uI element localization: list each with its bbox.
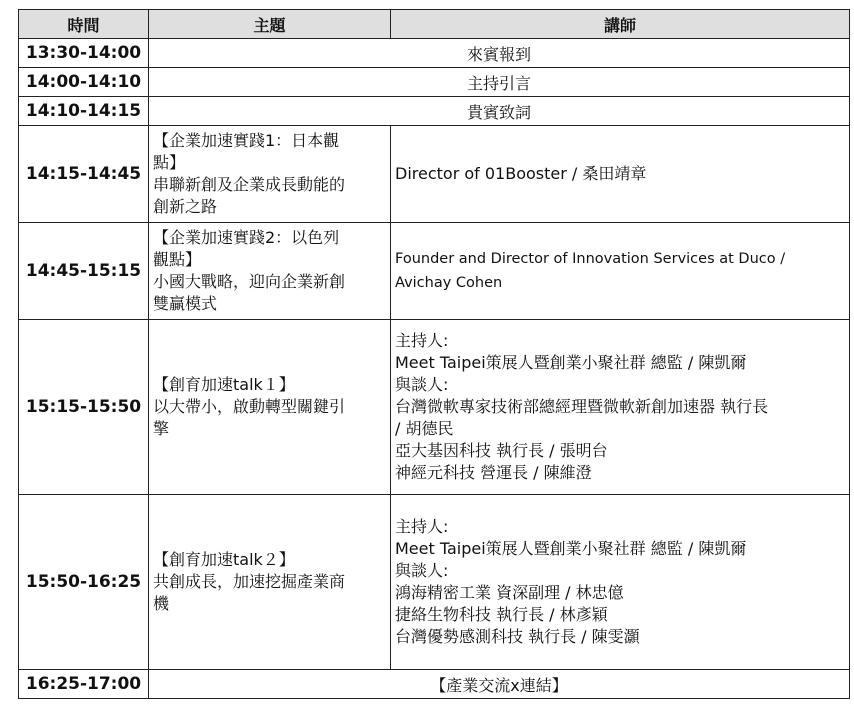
speaker-line: 神經元科技 營運長 / 陳維澄 (395, 463, 592, 482)
topic-line: 觀點】 (153, 250, 202, 269)
merged-cell: 【產業交流x連結】 (149, 670, 850, 699)
header-row (19, 10, 850, 39)
agenda-table (18, 9, 850, 699)
speaker-line: 主持人: (395, 517, 449, 536)
topic-cell (149, 495, 391, 670)
table-row (19, 97, 850, 126)
merged-cell: 貴賓致詞 (149, 97, 850, 126)
speaker-line: / 胡德民 (395, 419, 454, 438)
topic-line: 【創育加速talk２】 (153, 550, 295, 569)
time-cell: 13:30-14:00 (19, 39, 149, 68)
speaker-line: 捷絡生物科技 執行長 / 林彥穎 (395, 605, 608, 624)
speaker-cell (391, 495, 850, 670)
topic-line: 串聯新創及企業成長動能的 (153, 175, 346, 194)
speaker-cell (391, 223, 850, 320)
speaker-line: 與談人: (395, 561, 449, 580)
time-cell: 14:45-15:15 (19, 223, 149, 320)
speaker-line: 主持人: (395, 331, 449, 350)
topic-line: 【企業加速實踐2：以色列 (153, 228, 340, 247)
time-cell: 14:15-14:45 (19, 126, 149, 223)
speaker-cell (391, 320, 850, 495)
table-row (19, 68, 850, 97)
topic-cell (149, 320, 391, 495)
table-row (19, 495, 850, 670)
topic-line: 機 (153, 594, 170, 613)
speaker-line: Avichay Cohen (395, 275, 503, 291)
table-row (19, 670, 850, 699)
time-cell: 16:25-17:00 (19, 670, 149, 699)
topic-line: 共創成長，加速挖掘產業商 (153, 572, 346, 591)
speaker-line: Meet Taipei策展人暨創業小聚社群 總監 / 陳凱爾 (395, 539, 747, 558)
speaker-line: 台灣微軟專家技術部總經理暨微軟新創加速器 執行長 (395, 397, 769, 416)
table-row (19, 126, 850, 223)
speaker-line: 鴻海精密工業 資深副理 / 林忠億 (395, 583, 624, 602)
topic-line: 創新之路 (153, 197, 218, 216)
speaker-line: Director of 01Booster / 桑田靖章 (395, 164, 647, 183)
topic-line: 小國大戰略，迎向企業新創 (153, 272, 346, 291)
header-time: 時間 (19, 10, 149, 39)
merged-cell: 來賓報到 (149, 39, 850, 68)
topic-line: 擎 (153, 419, 170, 438)
topic-line: 以大帶小，啟動轉型關鍵引 (153, 397, 346, 416)
topic-line: 【企業加速實踐1：日本觀 (153, 131, 340, 150)
time-cell: 15:50-16:25 (19, 495, 149, 670)
topic-line: 點】 (153, 153, 186, 172)
table-row (19, 39, 850, 68)
topic-cell (149, 126, 391, 223)
table-row (19, 223, 850, 320)
speaker-cell (391, 126, 850, 223)
speaker-line: 台灣優勢感測科技 執行長 / 陳雯灝 (395, 627, 640, 646)
time-cell: 14:00-14:10 (19, 68, 149, 97)
time-cell: 15:15-15:50 (19, 320, 149, 495)
speaker-line: Meet Taipei策展人暨創業小聚社群 總監 / 陳凱爾 (395, 353, 747, 372)
header-speaker: 講師 (391, 10, 850, 39)
time-cell: 14:10-14:15 (19, 97, 149, 126)
speaker-line: 與談人: (395, 375, 449, 394)
speaker-line: 亞大基因科技 執行長 / 張明台 (395, 441, 608, 460)
topic-cell (149, 223, 391, 320)
topic-line: 【創育加速talk１】 (153, 375, 295, 394)
topic-line: 雙贏模式 (153, 294, 218, 313)
merged-cell: 主持引言 (149, 68, 850, 97)
header-topic: 主題 (149, 10, 391, 39)
table-row (19, 320, 850, 495)
speaker-line: Founder and Director of Innovation Services at Duco / (395, 251, 786, 267)
